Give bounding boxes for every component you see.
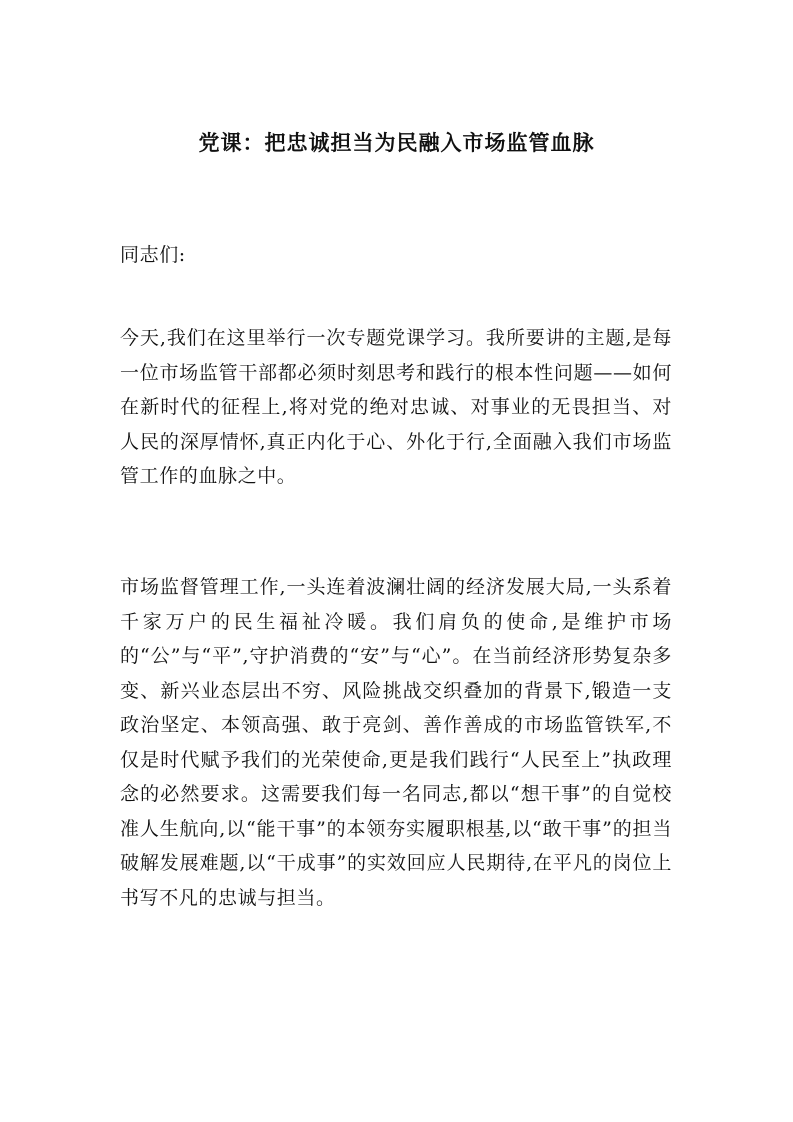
paragraph-mission: 市场监督管理工作,一头连着波澜壮阔的经济发展大局,一头系着千家万户的民生福祉冷暖。我们肩负的使命,是维护市场的“公”与“平”,守护消费的“安”与“心”。在当前经济形势复杂多变、新兴业态层出不穷、风险挑战交织叠加的背景下,锻造一支政治坚定、本领高强、敢于亮剑、善作善成的市场监管铁军,不仅是时代赋予我们的光荣使命,更是我们践行“人民至上”执政理念的必然要求。这需要我们每一名同志,都以“想干事”的自觉校准人生航向,以“能干事”的本领夯实履职根基,以“敢干事”的担当破解发展难题,以“干成事”的实效回应人民期待,在平凡的岗位上书写不凡的忠诚与担当。 (120, 576, 672, 909)
document-title: 党课：把忠诚担当为民融入市场监管血脉 (198, 130, 595, 155)
salutation: 同志们: (120, 244, 186, 266)
paragraph-intro: 今天,我们在这里举行一次专题党课学习。我所要讲的主题,是每一位市场监管干部都必须时刻思考和践行的根本性问题——如何在新时代的征程上,将对党的绝对忠诚、对事业的无畏担当、对人民的深厚情怀,真正内化于心、外化于行,全面融入我们市场监管工作的血脉之中。 (120, 327, 672, 487)
